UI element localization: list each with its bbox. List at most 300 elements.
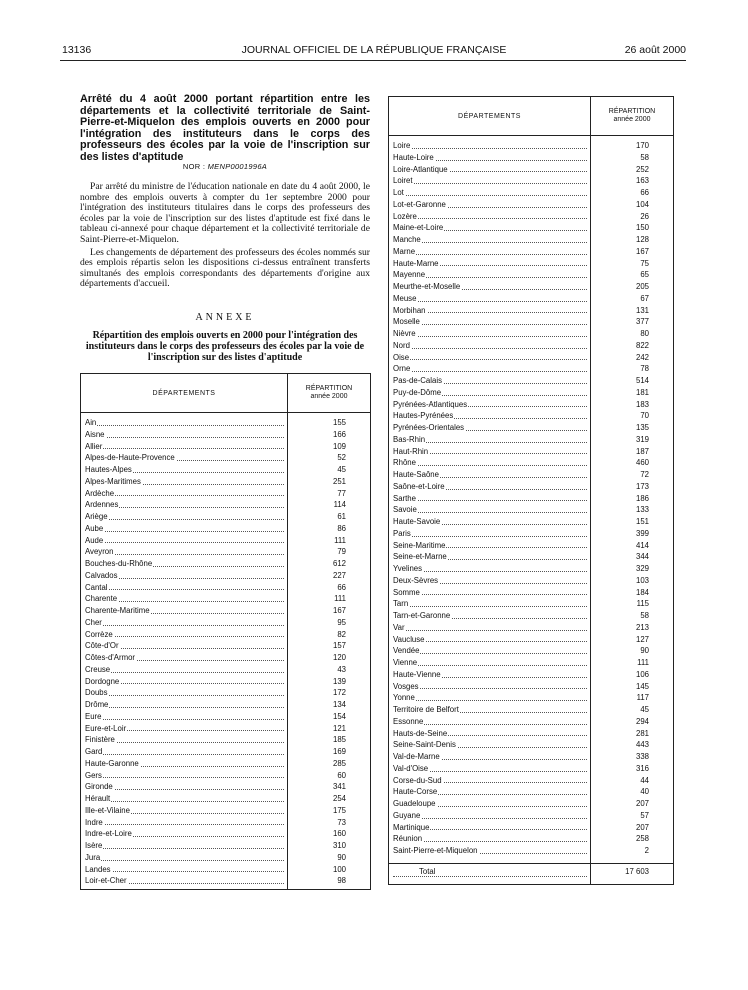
table-row [389,540,673,552]
department-name: Oise [389,352,591,364]
arrete-title: Arrêté du 4 août 2000 portant répartition entre les départements et la collectivité territoriale de Saint-Pierre-et-Miquelon des emplois ouverts en 2000 pour l'intégration des instituteurs dans le corps des professeurs des écoles par la voie de l'inscription sur des listes d'aptitude [80,93,370,163]
table-row [81,593,370,605]
department-value: 45 [640,705,649,714]
department-name: Haute-Vienne [389,669,591,681]
department-value: 344 [635,552,649,562]
department-value: 77 [337,488,346,498]
department-value: 120 [332,653,346,662]
department-name: Haute-Marne [389,258,591,270]
table-row [389,775,673,787]
department-value: 95 [337,617,346,627]
department-value: 111 [334,535,346,545]
department-value: 167 [332,606,346,615]
table-row [81,817,370,829]
department-value: 58 [640,611,649,620]
department-name: Seine-Saint-Denis [389,739,591,751]
department-value: 175 [332,805,346,815]
table-row [81,582,370,594]
department-name: Indre [81,817,288,829]
paragraph-2: Les changements de département des professeurs des écoles nommés sur des emplois répartis selon les dispositions ci-dessus entraînent transferts simultanés des emplois correspondants des départements d'origine aux départements d'accueil. [80,246,370,290]
department-value: 207 [635,799,649,808]
department-value: 133 [635,505,649,515]
department-name: Haute-Loire [389,152,591,164]
department-name: Calvados [81,570,288,582]
department-name: Manche [389,234,591,246]
department-name: Hérault [81,793,288,805]
department-value: 184 [635,587,649,597]
table-row [81,640,370,652]
department-value: 155 [332,418,346,427]
table-row [81,488,370,500]
department-value: 114 [333,500,346,510]
table-row [389,528,673,540]
table-row [81,852,370,864]
department-value: 160 [332,829,346,839]
department-name: Aveyron [81,546,288,558]
department-name: Réunion [389,833,591,845]
table-row [389,352,673,364]
page-number: 13136 [62,44,92,56]
department-value: 154 [332,711,346,721]
department-name: Drôme [81,699,288,711]
department-name: Gers [81,770,288,782]
department-name: Vosges [389,681,591,693]
department-value: 139 [332,676,346,686]
table-row [81,864,370,876]
department-value: 281 [635,728,649,738]
table-row [389,222,673,234]
department-name: Côtes-d'Armor [81,652,288,664]
department-name: Somme [389,587,591,599]
table-row [81,570,370,582]
table-row [389,516,673,528]
table-row [389,728,673,740]
table-row [389,399,673,411]
department-name: Mayenne [389,269,591,281]
table-row [81,429,370,441]
department-name: Allier [81,441,288,453]
table-row [81,734,370,746]
department-name: Creuse [81,664,288,676]
department-value: 185 [332,735,346,745]
department-name: Savoie [389,504,591,516]
total-label: Total [389,864,591,880]
table-row [389,293,673,305]
department-name: Nord [389,340,591,352]
table-row [81,476,370,488]
department-value: 157 [332,641,346,651]
department-value: 58 [640,152,649,162]
department-name: Deux-Sèvres [389,575,591,587]
table-row [389,622,673,634]
department-value: 169 [332,747,346,756]
table-rows [389,140,673,857]
department-value: 75 [640,258,649,268]
department-name: Eure [81,711,288,723]
table-row [81,441,370,453]
department-name: Aisne [81,429,288,441]
nor-code: MENP0001996A [207,162,268,171]
department-value: 319 [635,434,649,444]
department-value: 98 [337,876,346,886]
department-value: 251 [332,476,346,486]
table-row [389,610,673,622]
department-name: Nièvre [389,328,591,340]
department-name: Lozère [389,211,591,223]
department-value: 2 [644,846,649,855]
annexe-subtitle: Répartition des emplois ouverts en 2000 pour l'intégration des instituteurs dans le corps des professeurs des écoles par la voie de l'inscription sur des listes d'aptitude [85,330,365,363]
department-value: 170 [635,141,649,150]
department-name: Tarn-et-Garonne [389,610,591,622]
department-name: Isère [81,840,288,852]
department-value: 341 [332,782,346,792]
department-name: Seine-Maritime [389,540,591,552]
department-value: 145 [635,681,649,691]
department-name: Val-d'Oise [389,763,591,775]
table-row [81,605,370,617]
table-row [389,493,673,505]
table-row [389,199,673,211]
department-name: Meurthe-et-Moselle [389,281,591,293]
table-row [81,511,370,523]
department-value: 612 [332,559,346,568]
department-name: Guyane [389,810,591,822]
department-value: 285 [332,758,346,768]
departments-table-left [80,373,371,890]
table-row [81,546,370,558]
department-value: 183 [635,399,649,409]
department-name: Martinique [389,822,591,834]
department-value: 150 [635,223,649,233]
department-value: 111 [334,594,346,604]
department-name: Yvelines [389,563,591,575]
department-name: Saône-et-Loire [389,481,591,493]
department-value: 121 [332,723,346,733]
department-value: 181 [635,387,649,397]
department-value: 61 [337,512,346,521]
department-name: Finistère [81,734,288,746]
department-value: 57 [640,810,649,820]
table-row [81,805,370,817]
table-row [389,822,673,834]
table-row [389,810,673,822]
table-row [389,140,673,152]
table-row [389,575,673,587]
department-name: Loire [389,140,591,152]
department-value: 443 [635,740,649,750]
table-row [81,699,370,711]
department-name: Alpes-Maritimes [81,476,288,488]
table-row [389,657,673,669]
table-row [81,875,370,887]
department-value: 65 [640,270,649,280]
department-value: 310 [332,841,346,850]
department-name: Gironde [81,781,288,793]
department-name: Paris [389,528,591,540]
department-value: 187 [635,446,649,456]
department-name: Haute-Garonne [81,758,288,770]
department-name: Loir-et-Cher [81,875,288,887]
table-row [81,464,370,476]
table-row [389,681,673,693]
department-value: 460 [635,458,649,468]
department-value: 134 [332,700,346,709]
department-name: Aube [81,523,288,535]
table-row [81,828,370,840]
department-name: Loiret [389,175,591,187]
department-name: Côte-d'Or [81,640,288,652]
nor-label: NOR : [182,162,206,171]
table-row [389,363,673,375]
department-name: Vienne [389,657,591,669]
annexe-heading: ANNEXE [195,312,255,323]
department-value: 213 [635,622,649,632]
department-name: Hautes-Pyrénées [389,410,591,422]
table-row [389,269,673,281]
department-value: 79 [337,547,346,557]
department-value: 52 [337,453,346,463]
department-value: 70 [640,411,649,421]
departments-table-right [388,96,674,885]
department-name: Corrèze [81,629,288,641]
department-name: Seine-et-Marne [389,551,591,563]
table-row [389,422,673,434]
department-value: 172 [332,688,346,698]
table-row [389,469,673,481]
department-name: Orne [389,363,591,375]
department-value: 44 [640,775,649,785]
department-name: Lot [389,187,591,199]
department-name: Territoire de Belfort [389,704,591,716]
department-value: 186 [635,493,649,503]
department-value: 115 [636,599,649,609]
header-departements: DÉPARTEMENTS [81,374,288,412]
department-name: Pyrénées-Atlantiques [389,399,591,411]
department-value: 80 [640,329,649,338]
table-row [389,833,673,845]
department-name: Gard [81,746,288,758]
table-row [389,751,673,763]
paragraph-1: Par arrêté du ministre de l'éducation nationale en date du 4 août 2000, le nombre des emplois ouverts à compter du 1er septembre 2000 pour l'intégration des instituteurs titulaires dans le corps des professeurs des écoles par la voie de l'inscription sur des listes d'aptitude est fixé dans le tableau ci-annexé pour chaque département et la collectivité territoriale de Saint-Pierre-et-Miquelon. [80,181,370,245]
department-value: 103 [635,575,649,585]
total-value: 17 603 [625,867,649,876]
table-row [81,499,370,511]
table-row [389,316,673,328]
table-row [389,281,673,293]
department-name: Corse-du-Sud [389,775,591,787]
department-name: Val-de-Marne [389,751,591,763]
table-row [389,704,673,716]
table-row [81,617,370,629]
department-value: 40 [640,787,649,797]
department-name: Puy-de-Dôme [389,387,591,399]
total-row [389,863,673,880]
table-row [389,786,673,798]
header-repartition-line1: RÉPARTITION [608,108,656,115]
department-name: Lot-et-Garonne [389,199,591,211]
department-value: 294 [635,716,649,726]
table-header [389,97,673,136]
department-name: Pyrénées-Orientales [389,422,591,434]
department-value: 128 [635,235,649,244]
header-repartition-line2: année 2000 [310,393,348,400]
department-name: Var [389,622,591,634]
department-name: Cher [81,617,288,629]
table-row [389,551,673,563]
department-value: 111 [637,658,649,667]
table-row [81,781,370,793]
department-value: 316 [635,763,649,773]
table-row [81,840,370,852]
department-value: 90 [640,646,649,656]
table-row [81,711,370,723]
table-row [389,457,673,469]
table-row [81,523,370,535]
department-name: Haute-Savoie [389,516,591,528]
department-name: Jura [81,852,288,864]
header-departements: DÉPARTEMENTS [389,97,591,135]
department-value: 131 [635,305,649,315]
department-value: 514 [635,376,649,385]
department-name: Doubs [81,687,288,699]
department-value: 377 [635,317,649,327]
table-row [389,634,673,646]
table-row [389,175,673,187]
header-rule [60,60,686,61]
table-row [389,387,673,399]
header-repartition-line2: année 2000 [613,116,651,123]
department-value: 86 [337,523,346,533]
department-name: Rhône [389,457,591,469]
header-repartition [591,97,673,135]
department-name: Yonne [389,692,591,704]
table-row [81,793,370,805]
table-row [389,340,673,352]
table-row [389,716,673,728]
table-row [81,664,370,676]
department-value: 151 [635,517,649,526]
department-name: Alpes-de-Haute-Provence [81,452,288,464]
department-name: Aude [81,535,288,547]
department-name: Tarn [389,598,591,610]
department-value: 414 [635,540,649,550]
department-name: Vaucluse [389,634,591,646]
table-row [389,798,673,810]
department-value: 166 [332,429,346,439]
table-row [389,211,673,223]
department-value: 104 [635,199,649,209]
table-row [389,305,673,317]
table-row [81,629,370,641]
department-name: Ille-et-Vilaine [81,805,288,817]
table-row [81,770,370,782]
table-row [389,328,673,340]
table-row [389,845,673,857]
department-name: Meuse [389,293,591,305]
department-value: 167 [635,246,649,256]
department-name: Guadeloupe [389,798,591,810]
table-row [389,598,673,610]
table-row [389,481,673,493]
department-name: Eure-et-Loir [81,723,288,735]
department-name: Dordogne [81,676,288,688]
department-value: 163 [635,176,649,186]
department-name: Hautes-Alpes [81,464,288,476]
department-value: 254 [332,794,346,803]
department-name: Haute-Corse [389,786,591,798]
department-value: 127 [635,634,649,644]
department-name: Cantal [81,582,288,594]
department-value: 43 [337,664,346,674]
department-value: 242 [635,352,649,362]
table-row [81,687,370,699]
table-row [81,652,370,664]
department-name: Pas-de-Calais [389,375,591,387]
department-value: 26 [640,211,649,221]
table-row [389,258,673,270]
arrete-body [80,182,370,292]
department-value: 117 [636,693,649,703]
issue-date: 26 août 2000 [624,44,686,56]
department-value: 338 [635,752,649,761]
table-row [389,410,673,422]
department-value: 60 [337,770,346,780]
department-value: 822 [635,340,649,350]
department-value: 45 [337,465,346,474]
department-name: Maine-et-Loire [389,222,591,234]
department-value: 106 [635,669,649,679]
department-name: Indre-et-Loire [81,828,288,840]
table-row [389,587,673,599]
department-value: 252 [635,164,649,174]
department-name: Ardèche [81,488,288,500]
department-name: Landes [81,864,288,876]
department-value: 207 [635,822,649,832]
department-name: Loire-Atlantique [389,164,591,176]
department-value: 67 [640,293,649,303]
table-header [81,374,370,413]
department-name: Bas-Rhin [389,434,591,446]
table-row [389,645,673,657]
table-row [81,558,370,570]
table-row [81,723,370,735]
header-repartition-line1: RÉPARTITION [305,385,353,392]
department-name: Charente-Maritime [81,605,288,617]
table-row [389,164,673,176]
table-row [389,152,673,164]
department-name: Charente [81,593,288,605]
department-value: 227 [332,570,346,580]
department-name: Haute-Saône [389,469,591,481]
department-name: Ardennes [81,499,288,511]
table-row [389,246,673,258]
department-value: 72 [640,470,649,479]
table-rows [81,417,370,887]
nor-reference [80,162,370,171]
department-name: Saint-Pierre-et-Miquelon [389,845,591,857]
department-value: 135 [635,423,649,432]
department-name: Essonne [389,716,591,728]
department-value: 205 [635,282,649,291]
department-name: Moselle [389,316,591,328]
department-value: 82 [337,629,346,639]
department-name: Bouches-du-Rhône [81,558,288,570]
table-row [389,692,673,704]
department-name: Vendée [389,645,591,657]
header-repartition [288,374,370,412]
table-row [389,234,673,246]
department-value: 78 [640,364,649,374]
